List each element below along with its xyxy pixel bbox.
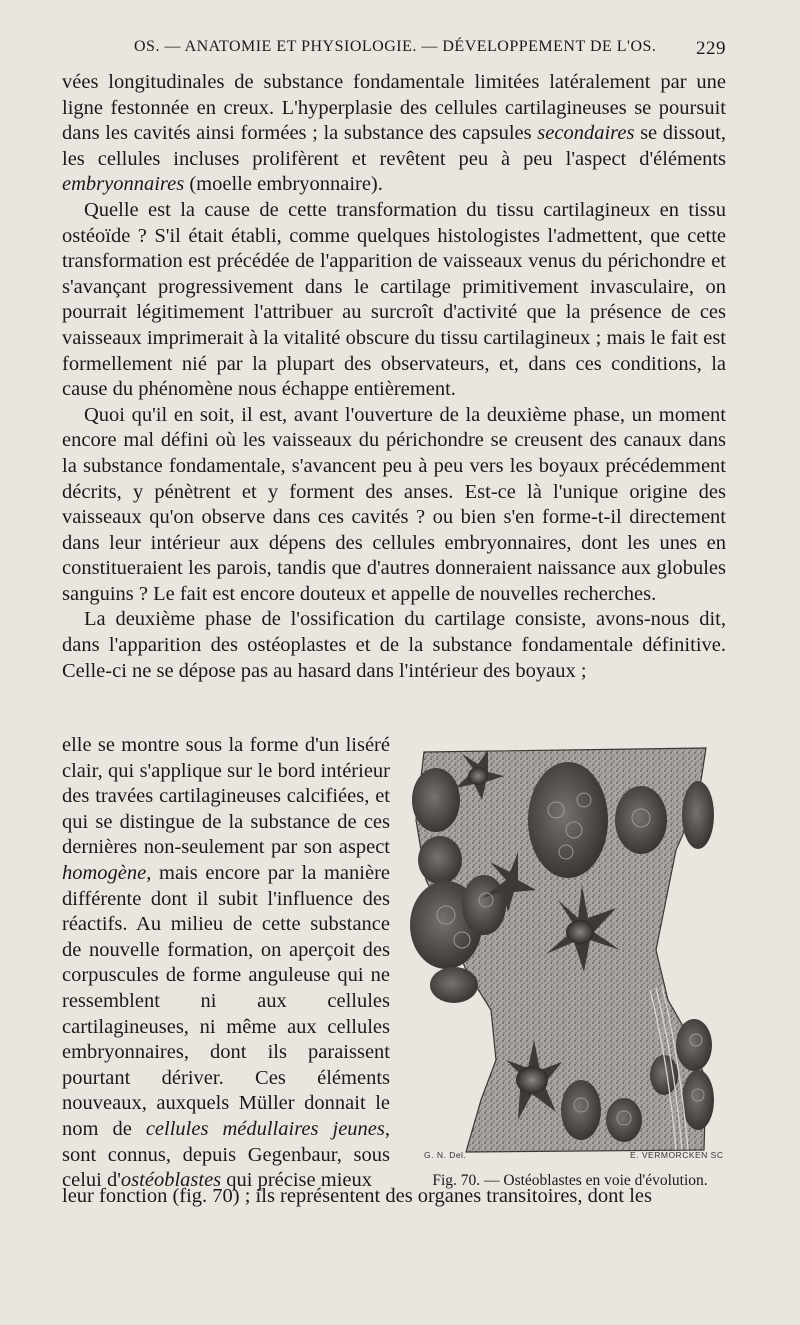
running-head xyxy=(62,38,726,68)
paragraph-1: vées longitudinales de substance fondamentale limitées latéralement par une ligne festonnée en creux. L'hyperplasie des cellules cartilagineuses se poursuit dans les cavités ainsi formées ; la substance des capsules secondaires se dissout, les cellules incluses prolifèrent et revêtent peu à peu l'aspect d'éléments embryonnaires (moelle embryonnaire). xyxy=(62,71,726,196)
figure-70-osteoblasts-engraving xyxy=(406,740,728,1165)
main-text xyxy=(62,70,726,684)
figure-credit-left: G. N. Del. xyxy=(424,1150,467,1160)
paragraph-3: Quoi qu'il en soit, il est, avant l'ouverture de la deuxième phase, un moment encore mal défini où les vaisseaux du périchondre se creusent des canaux dans la substance fondamentale, s'avancent peu à peu vers les boyaux précédemment décrits, y pénètrent et y forment des anses. Est-ce là l'unique origine des vaisseaux qu'on observe dans ces cavités ? ou bien s'en forme-t-il directement dans leur intérieur aux dépens des cellules embryonnaires, dont les unes en constitueraient les parois, tandis que d'autres donneraient naissance aux globules sanguins ? Le fait est encore douteux et appelle de nouvelles recherches. xyxy=(62,403,726,605)
figure-caption: Fig. 70. — Ostéoblastes en voie d'évolution. xyxy=(432,1172,708,1189)
paragraph-2: Quelle est la cause de cette transformation du tissu cartilagineux en tissu ostéoïde ? S'il était établi, comme quelques histologistes l'admettent, que cette transformation est précédée de l'apparition de vaisseaux venus du périchondre et s'avançant progressivement dans le cartilage primitivement invasculaire, on pourrait légitimement l'attribuer au surcroît d'activité que la présence de ces vaisseaux imprimerait à la vitalité obscure du tissu cartilagineux ; mais le fait est formellement nié par la plupart des observateurs, et, dans ces conditions, la cause du phénomène nous échappe entièrement. xyxy=(62,198,726,401)
paragraph-4: La deuxième phase de l'ossification du cartilage consiste, avons-nous dit, dans l'apparition des ostéoplastes et de la substance fondamentale définitive. Celle-ci ne se dépose pas au hasard dans l'intérieur des boyaux ; xyxy=(62,608,726,682)
paragraph-5: elle se montre sous la forme d'un liséré clair, qui s'applique sur le bord intérieur des travées cartilagineuses calcifiées, et qui se distingue de la substance de ces dernières non-seulement par son aspect homogène, mais encore par la manière différente dont il subit l'influence des réactifs. Au milieu de cette substance de nouvelle formation, on aperçoit des corpuscules de forme anguleuse qui ne ressemblent ni aux cellules cartilagineuses, ni même aux cellules embryonnaires, dont ils paraissent pourtant dériver. Ces éléments nouveaux, auxquels Müller donnait le nom de cellules médullaires jeunes, sont connus, depuis Gegenbaur, sous celui d'ostéoblastes qui précise mieux xyxy=(62,734,390,1192)
page-number: 229 xyxy=(696,38,726,59)
running-head-title: OS. — ANATOMIE ET PHYSIOLOGIE. — DÉVELOPPEMENT DE L'OS. xyxy=(134,38,657,55)
wrapped-text xyxy=(62,733,390,1194)
figure-credit-right: E. VERMORCKEN SC xyxy=(630,1150,724,1160)
paragraph-6: leur fonction (fig. 70) ; ils représentent des organes transitoires, dont les xyxy=(62,1185,652,1207)
